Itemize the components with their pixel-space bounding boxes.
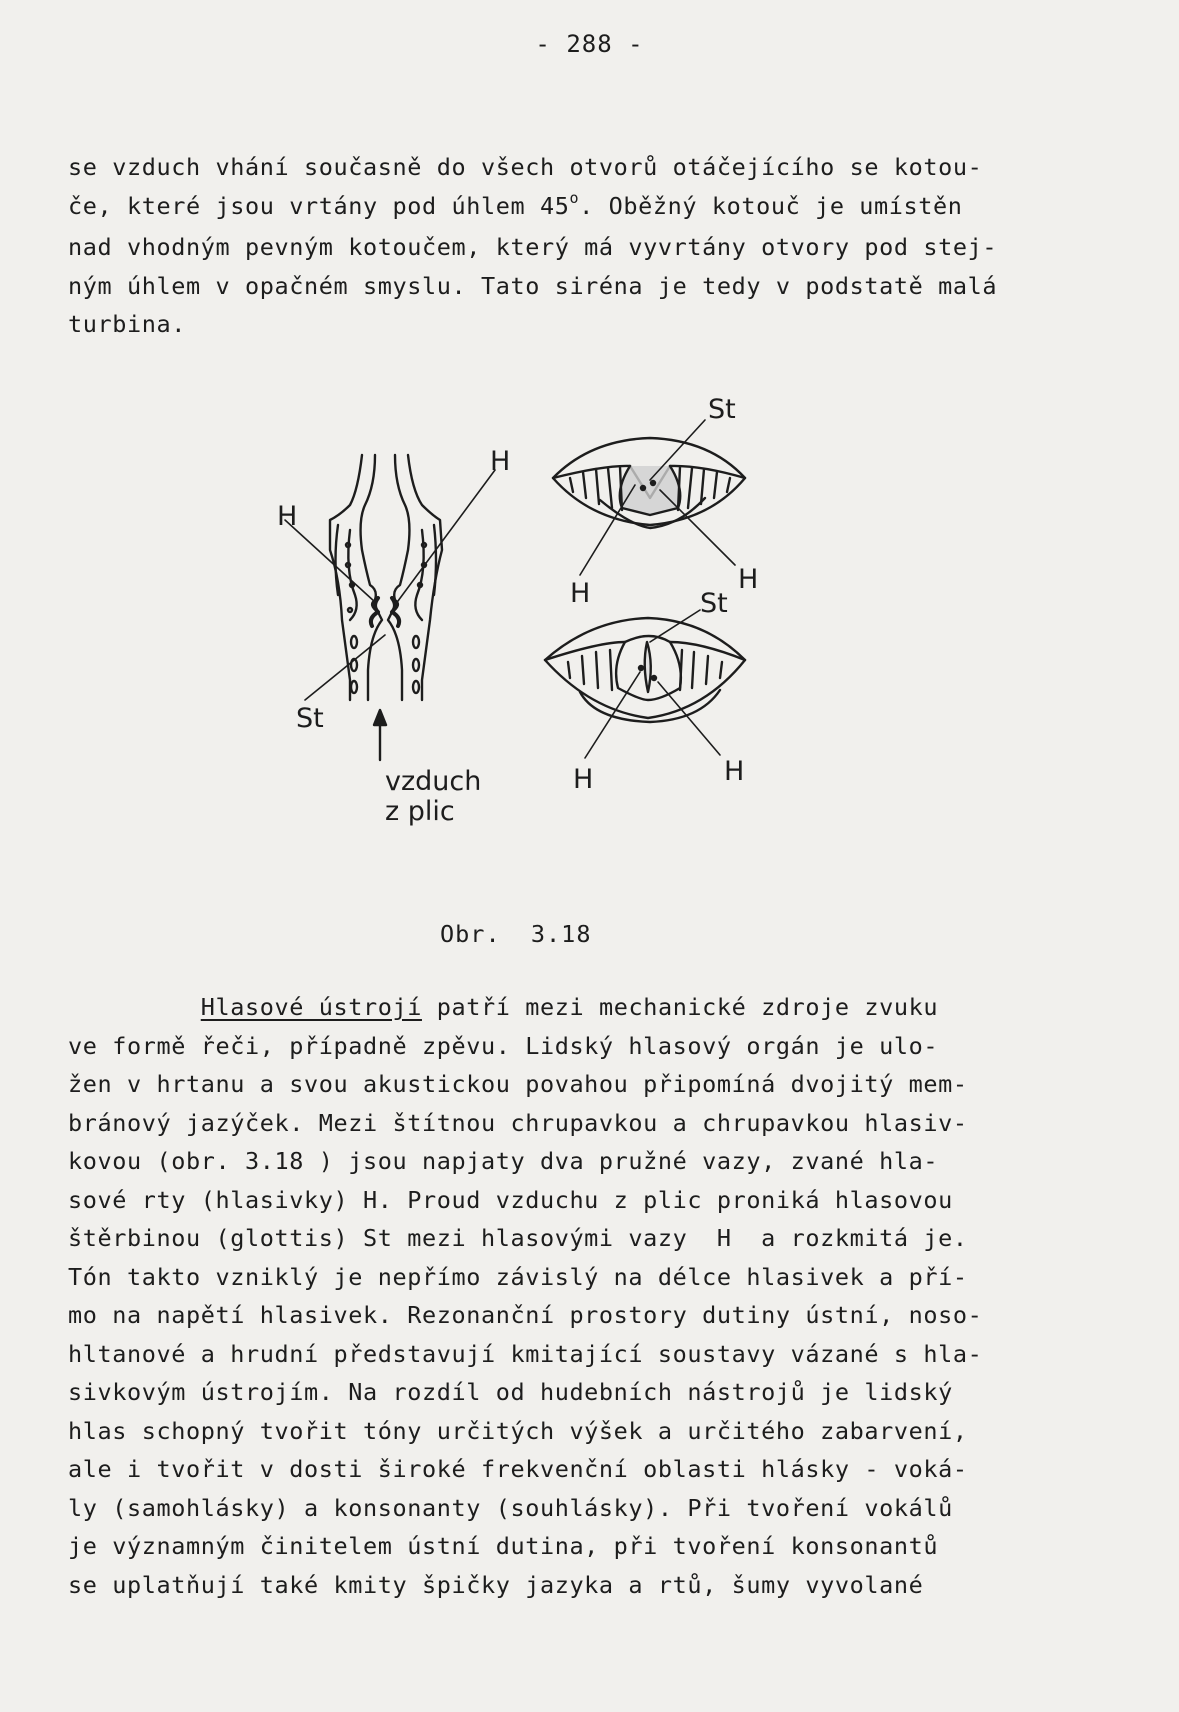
text-line: žen v hrtanu a svou akustickou povahou připomíná dvojitý mem-: [68, 1070, 968, 1098]
text-line: bránový jazýček. Mezi štítnou chrupavkou a chrupavkou hlasiv-: [68, 1108, 968, 1137]
larynx-diagram: [250, 380, 950, 860]
figure-caption: Obr. 3.18: [440, 920, 592, 948]
text-line: mo na napětí hlasivek. Rezonanční prostory dutiny ústní, noso-: [68, 1301, 983, 1329]
text-line: Hlasové ústrojí patří mezi mechanické zdroje zvuku: [200, 993, 939, 1021]
glottis-view-closed: [545, 618, 745, 722]
text-line: hlas schopný tvořit tóny určitých výšek a určitého zabarvení,: [68, 1416, 968, 1445]
text-line: sové rty (hlasivky) H. Proud vzduchu z plic proniká hlasovou: [68, 1185, 953, 1214]
label-air-line1: vzduch: [385, 766, 482, 797]
text-line: Tón takto vzniklý je nepřímo závislý na délce hlasivek a pří-: [68, 1262, 968, 1291]
label-st-top: St: [708, 394, 736, 425]
larynx-section-left-half: [330, 455, 382, 700]
text-line: je významným činitelem ústní dutina, při tvoření konsonantů: [68, 1532, 939, 1560]
text-line: ale i tvořit v dosti široké frekvenční oblasti hlásky - voká-: [68, 1455, 968, 1483]
label-h-right: H: [490, 446, 511, 477]
degree-superscript: o: [569, 188, 580, 207]
page-number: - 288 -: [535, 30, 644, 58]
text-line: nad vhodným pevným kotoučem, který má vyvrtány otvory pod stej-: [68, 233, 998, 261]
label-h-bottom-right: H: [724, 756, 745, 787]
body-paragraph: [68, 988, 1128, 1604]
text-line: se vzduch vhání současně do všech otvorů otáčejícího se kotou-: [68, 153, 983, 181]
label-st-left: St: [296, 703, 324, 734]
section-heading: Hlasové ústrojí: [200, 993, 422, 1021]
text-line: ly (samohlásky) a konsonanty (souhlásky). Při tvoření vokálů: [68, 1493, 953, 1522]
text-line: če, které jsou vrtány pod úhlem 45$^o$. Oběžný kotouč je umístěn: [68, 188, 963, 220]
glottis-view-open: [553, 438, 745, 528]
label-h-top-left: H: [570, 578, 591, 609]
text-line: sivkovým ústrojím. Na rozdíl od hudebních nástrojů je lidský: [68, 1378, 953, 1406]
text-line: štěrbinou (glottis) St mezi hlasovými vazy H a rozkmitá je.: [68, 1224, 968, 1252]
text-line: ným úhlem v opačném smyslu. Tato siréna je tedy v podstatě malá: [68, 271, 998, 300]
text-line: kovou (obr. 3.18 ) jsou napjaty dva pružné vazy, zvané hla-: [68, 1147, 939, 1175]
text-line: se uplatňují také kmity špičky jazyka a rtů, šumy vyvolané: [68, 1570, 924, 1599]
larynx-figure: [250, 380, 950, 860]
text-line: turbina.: [68, 310, 186, 338]
label-st-bottom: St: [700, 588, 728, 619]
text-line: hltanové a hrudní představují kmitající soustavy vázané s hla-: [68, 1339, 983, 1368]
label-h-top-right: H: [738, 564, 759, 595]
label-h-bottom-left: H: [573, 764, 594, 795]
label-h-left: H: [277, 501, 298, 532]
text-line: ve formě řeči, případně zpěvu. Lidský hlasový orgán je ulo-: [68, 1031, 939, 1060]
label-air-line2: z plic: [385, 796, 455, 827]
intro-paragraph: [68, 148, 1128, 344]
